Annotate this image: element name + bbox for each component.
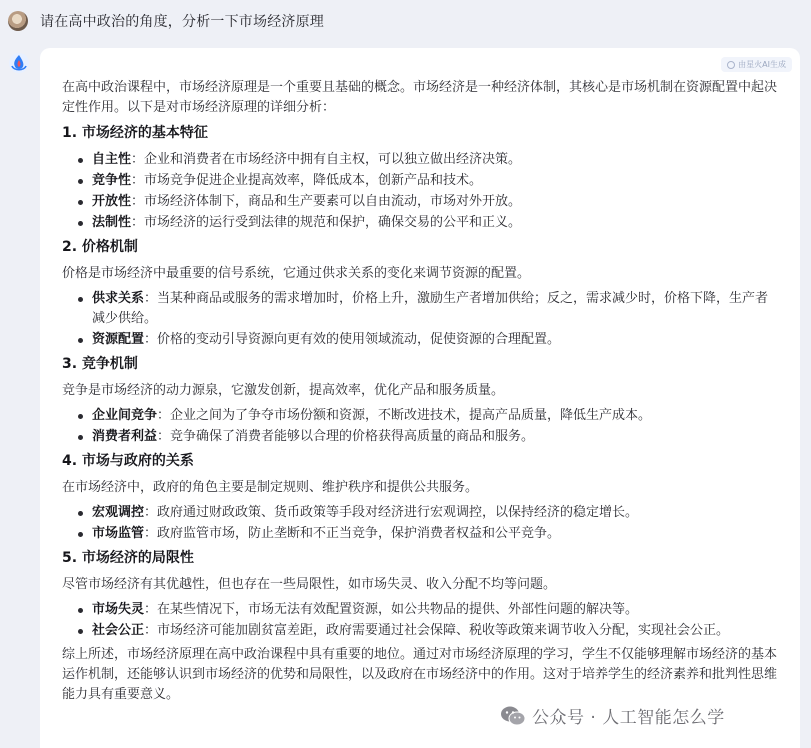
list-item — [76, 621, 780, 641]
list-item — [76, 192, 780, 212]
user-message-row — [0, 0, 811, 42]
watermark-text: 公众号 · 人工智能怎么学 — [532, 708, 725, 728]
item-text: ：价格的变动引导资源向更有效的使用领域流动，促使资源的合理配置。 — [144, 332, 561, 347]
list-item — [76, 330, 780, 350]
bullet-list — [62, 600, 780, 641]
item-text: ：在某些情况下，市场无法有效配置资源，如公共物品的提供、外部性问题的解决等。 — [144, 602, 639, 617]
item-text: ：市场经济可能加剧贫富差距，政府需要通过社会保障、税收等政策来调节收入分配，实现社会公正。 — [144, 623, 730, 638]
item-term: 法制性 — [92, 215, 132, 230]
section-paragraph: 价格是市场经济中最重要的信号系统，它通过供求关系的变化来调节资源的配置。 — [62, 266, 531, 281]
item-term: 市场监管 — [92, 526, 145, 541]
item-term: 自主性 — [92, 152, 132, 167]
wechat-icon — [500, 705, 526, 727]
list-item — [76, 171, 780, 191]
ai-badge-label: 由星火AI生成 — [738, 60, 786, 69]
section-paragraph: 竞争是市场经济的动力源泉，它激发创新，提高效率，优化产品和服务质量。 — [62, 383, 505, 398]
item-text: ：政府监管市场，防止垄断和不正当竞争，保护消费者权益和公平竞争。 — [144, 526, 561, 541]
list-item — [76, 150, 780, 170]
section-heading: 5. 市场经济的局限性 — [62, 550, 194, 566]
bullet-list — [62, 150, 780, 233]
section-heading: 1. 市场经济的基本特征 — [62, 125, 208, 141]
bullet-list — [62, 289, 780, 350]
item-text: ：市场竞争促进企业提高效率，降低成本，创新产品和技术。 — [131, 173, 483, 188]
item-term: 供求关系 — [92, 291, 145, 306]
item-text: ：当某种商品或服务的需求增加时，价格上升，激励生产者增加供给；反之，需求减少时，价格下降，生产者减少供给。 — [92, 291, 769, 326]
item-term: 竞争性 — [92, 173, 132, 188]
list-item — [76, 600, 780, 620]
item-term: 开放性 — [92, 194, 132, 209]
section-heading: 2. 价格机制 — [62, 239, 138, 255]
list-item — [76, 406, 780, 426]
list-item — [76, 213, 780, 233]
section-paragraph: 在市场经济中，政府的角色主要是制定规则、维护秩序和提供公共服务。 — [62, 480, 479, 495]
item-text: ：市场经济体制下，商品和生产要素可以自由流动，市场对外开放。 — [131, 194, 522, 209]
section-heading: 3. 竞争机制 — [62, 356, 138, 372]
item-text: ：竞争确保了消费者能够以合理的价格获得高质量的商品和服务。 — [157, 429, 535, 444]
user-avatar[interactable] — [8, 11, 28, 31]
item-text: ：企业和消费者在市场经济中拥有自主权，可以独立做出经济决策。 — [131, 152, 522, 167]
bullet-list — [62, 503, 780, 544]
list-item — [76, 524, 780, 544]
answer-card — [40, 48, 800, 748]
bullet-list — [62, 406, 780, 447]
item-text: ：政府通过财政政策、货币政策等手段对经济进行宏观调控，以保持经济的稳定增长。 — [144, 505, 639, 520]
spark-logo-icon — [8, 52, 30, 74]
item-term: 宏观调控 — [92, 505, 145, 520]
list-item — [76, 289, 780, 329]
item-term: 消费者利益 — [92, 429, 158, 444]
item-text: ：企业之间为了争夺市场份额和资源，不断改进技术，提高产品质量，降低生产成本。 — [157, 408, 652, 423]
user-question-text: 请在高中政治的角度，分析一下市场经济原理 — [40, 14, 324, 30]
item-term: 市场失灵 — [92, 602, 145, 617]
list-item — [76, 503, 780, 523]
section-paragraph: 尽管市场经济有其优越性，但也存在一些局限性，如市场失灵、收入分配不均等问题。 — [62, 577, 557, 592]
section-heading: 4. 市场与政府的关系 — [62, 453, 194, 469]
ai-generated-badge — [721, 57, 792, 72]
item-term: 资源配置 — [92, 332, 145, 347]
item-term: 企业间竞争 — [92, 408, 158, 423]
item-text: ：市场经济的运行受到法律的规范和保护，确保交易的公平和正义。 — [131, 215, 522, 230]
list-item — [76, 427, 780, 447]
ai-badge-icon — [727, 61, 735, 69]
answer-conclusion: 综上所述，市场经济原理在高中政治课程中具有重要的地位。通过对市场经济原理的学习，学生不仅能够理解市场经济的基本运作机制，还能够认识到市场经济的优势和局限性，以及政府在市场经济中的作用。这对于培养学生的经济素养和批判性思维能力具有重要意义。 — [62, 647, 778, 702]
answer-intro: 在高中政治课程中，市场经济原理是一个重要且基础的概念。市场经济是一种经济体制，其核心是市场机制在资源配置中起决定性作用。以下是对市场经济原理的详细分析： — [62, 80, 778, 115]
watermark — [500, 703, 725, 728]
item-term: 社会公正 — [92, 623, 145, 638]
